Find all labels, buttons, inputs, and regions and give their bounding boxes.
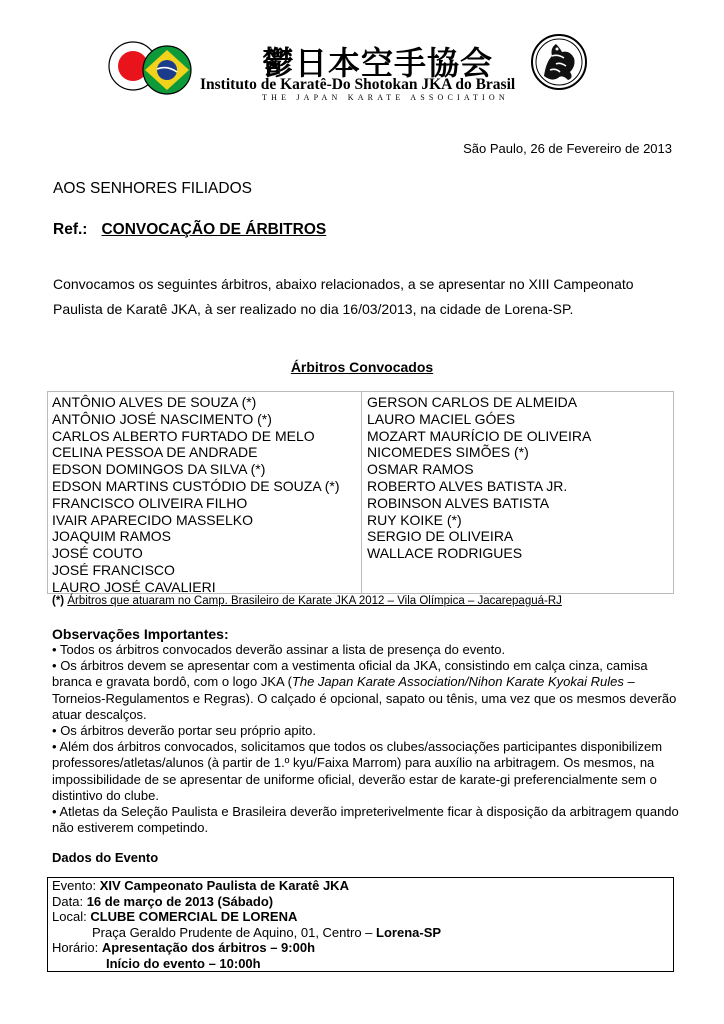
association-subtitle: THE JAPAN KARATE ASSOCIATION (262, 93, 509, 102)
ref-label: Ref.: (53, 221, 88, 238)
referee-name: IVAIR APARECIDO MASSELKO (52, 511, 253, 528)
referees-title: Árbitros Convocados (290, 359, 434, 375)
referees-right-column (367, 394, 591, 562)
referee-name: CELINA PESSOA DE ANDRADE (52, 444, 258, 461)
referee-name: FRANCISCO OLIVEIRA FILHO (52, 494, 248, 511)
bullet-icon: • (52, 642, 57, 657)
event-address-row: Praça Geraldo Prudente de Aquino, 01, Centro – Lorena-SP (92, 924, 442, 940)
letter-date: São Paulo, 26 de Fevereiro de 2013 (463, 141, 672, 156)
event-name-row: Evento: XIV Campeonato Paulista de Karatê JKA (52, 878, 349, 893)
referee-name: MOZART MAURÍCIO DE OLIVEIRA (367, 427, 592, 444)
intro-paragraph: Convocamos os seguintes árbitros, abaixo relacionados, a se apresentar no XIII Campeonato Paulista de Karatê JKA, à ser realizado no dia 16/03/2013, na cidade de Lorena-SP. (53, 276, 634, 317)
referee-name: ROBERTO ALVES BATISTA JR. (367, 477, 568, 494)
event-title: Dados do Evento (52, 850, 159, 865)
event-time-row: Horário: Apresentação dos árbitros – 9:00h (52, 940, 316, 956)
referee-name: EDSON DOMINGOS DA SILVA (*) (52, 461, 266, 478)
observations-title: Observações Importantes: (52, 626, 229, 642)
bullet-icon: • (52, 804, 57, 820)
referee-name: LAURO MACIEL GÓES (367, 410, 516, 427)
referee-name: SERGIO DE OLIVEIRA (367, 528, 514, 545)
bullet-icon: • (52, 723, 57, 739)
reference-line (53, 221, 326, 239)
kanji-title: 鬱日本空手協会 (262, 44, 494, 82)
event-details (52, 878, 441, 972)
event-date-row: Data: 16 de março de 2013 (Sábado) (52, 893, 274, 909)
referee-name: JOSÉ FRANCISCO (52, 561, 175, 578)
event-start-row: Início do evento – 10:00h (106, 955, 261, 971)
institute-name: Instituto de Karatê-Do Shotokan JKA do Brasil (200, 76, 516, 93)
referee-name: RUY KOIKE (*) (367, 511, 462, 528)
event-place-row: Local: CLUBE COMERCIAL DE LORENA (52, 909, 298, 925)
observation-item: • Todos os árbitros convocados deverão assinar a lista de presença do evento. (52, 642, 506, 657)
observation-item: • Os árbitros devem se apresentar com a vestimenta oficial da JKA, consistindo em calça cinza, camisa branca e gravata bordô, com o logo JKA (The Japan Karate Association/Nihon Karate Kyokai Rules – Torneios-Regulamentos e Regras). O calçado é opcional, sapato ou tênis, uma vez que os mesmos deverão atuar descalços. (52, 658, 677, 722)
referee-name: OSMAR RAMOS (367, 461, 474, 478)
referee-name: WALLACE RODRIGUES (367, 545, 523, 562)
referee-name: EDSON MARTINS CUSTÓDIO DE SOUZA (*) (52, 477, 340, 494)
referee-name: LAURO JOSÉ CAVALIERI (52, 578, 216, 595)
referee-name: GERSON CARLOS DE ALMEIDA (367, 394, 578, 410)
observation-item: • Atletas da Seleção Paulista e Brasileira deverão impreterivelmente ficar à disposição da arbitragem quando não estiverem competindo. (52, 804, 679, 836)
referee-name: NICOMEDES SIMÕES (*) (367, 444, 529, 461)
japan-brazil-flags-logo (108, 40, 192, 96)
observation-item: • Os árbitros deverão portar seu próprio apito. (52, 723, 316, 739)
observations-list (52, 642, 682, 836)
footnote-text: Árbitros que atuaram no Camp. Brasileiro de Karate JKA 2012 – Vila Olímpica – Jacarepaguá-RJ (67, 595, 562, 607)
referee-name: ANTÔNIO ALVES DE SOUZA (*) (52, 394, 257, 410)
referees-footnote (52, 595, 562, 607)
referee-name: ROBINSON ALVES BATISTA (367, 494, 550, 511)
observation-item: • Além dos árbitros convocados, solicitamos que todos os clubes/associações participantes disponibilizem professores/atletas/alunos (à partir de 1.º kyu/Faixa Marrom) para auxílio na arbitragem. Os mesmos, na impossibilidade de se apresentar de uniforme oficial, deverão estar de karate-gi preferencialmente sem o distintivo do clube. (52, 739, 663, 803)
jka-tiger-logo (530, 32, 588, 92)
ref-subject: CONVOCAÇÃO DE ÁRBITROS (101, 221, 327, 238)
referee-name: JOAQUIM RAMOS (52, 528, 172, 545)
referee-name: JOSÉ COUTO (52, 545, 143, 562)
referee-name: ANTÔNIO JOSÉ NASCIMENTO (*) (52, 410, 272, 427)
footnote-mark: (*) (52, 595, 65, 607)
referees-left-column (52, 394, 340, 596)
bullet-icon: • (52, 739, 57, 755)
addressee: AOS SENHORES FILIADOS (53, 180, 252, 197)
referee-name: CARLOS ALBERTO FURTADO DE MELO (52, 427, 315, 444)
referees-column-divider (361, 391, 362, 594)
bullet-icon: • (52, 658, 57, 674)
